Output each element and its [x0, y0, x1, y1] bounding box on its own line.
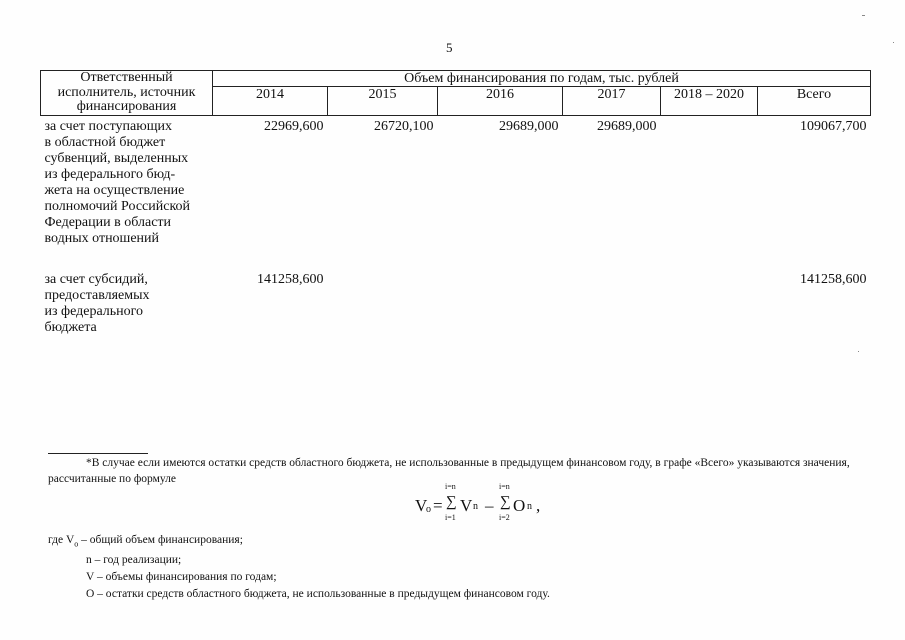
source-line: из федерального бюд- [44, 166, 176, 182]
sum2-sigma-icon: ∑ [500, 494, 511, 510]
definition-vo-rest: – общий объем финансирования; [78, 534, 243, 546]
definition-n: n – год реализации; [86, 554, 182, 567]
sum2-lower-limit: i=2 [499, 513, 510, 522]
financing-group-header: Объем финансирования по годам, тыс. рублей [213, 71, 871, 87]
formula-lhs: V [415, 496, 428, 515]
sum1-lower-limit: i=1 [445, 513, 456, 522]
value-total: 141258,600 [800, 271, 867, 287]
value-2017: 29689,000 [597, 118, 657, 134]
value-2016 [438, 267, 563, 336]
column-header-2016: 2016 [438, 87, 563, 116]
sum1-term: V [460, 496, 473, 515]
formula-equals: = [433, 496, 443, 515]
column-header-2018-2020: 2018 – 2020 [661, 87, 758, 116]
formula-trailing-comma: , [536, 496, 541, 515]
definition-v: V – объемы финансирования по годам; [86, 571, 277, 584]
financing-table [40, 70, 871, 336]
table-row-subsidies [41, 267, 871, 336]
footnote-text: *В случае если имеются остатки средств областного бюджета, не использованные в предыдущем финансовом году, в графе «Всего» указываются значения, рассчитанные по формуле [48, 457, 850, 485]
sum2-term-subscript: n [527, 501, 532, 512]
definition-vo-prefix: где V [48, 534, 75, 546]
value-2015 [328, 267, 438, 336]
source-cell [41, 267, 213, 336]
source-line: водных отношений [44, 230, 160, 246]
page-number: 5 [446, 40, 453, 55]
sum1-upper-limit: i=n [445, 482, 456, 491]
formula-lhs-subscript: о [426, 504, 431, 515]
definition-o: O – остатки средств областного бюджета, не использованные в предыдущем финансовом году. [86, 588, 550, 601]
value-2018-2020 [661, 267, 758, 336]
scan-speck [893, 42, 894, 43]
sum1-term-subscript: n [473, 501, 478, 512]
definition-vo-subscript: о [74, 539, 79, 549]
source-line: Федерации в области [44, 214, 172, 230]
scan-speck [862, 15, 865, 16]
value-2017 [563, 267, 661, 336]
source-line: из федерального [44, 303, 144, 319]
source-line: предоставляемых [44, 287, 150, 303]
table-row-subventions [41, 115, 871, 267]
source-cell [41, 115, 213, 267]
definitions [48, 532, 550, 603]
column-header-total: Всего [758, 87, 871, 116]
source-line: жета на осуществление [44, 182, 185, 198]
value-2016: 29689,000 [499, 118, 559, 134]
source-line: за счет субсидий, [44, 271, 148, 287]
value-2014: 22969,600 [264, 118, 324, 134]
value-2015: 26720,100 [374, 118, 434, 134]
value-total: 109067,700 [800, 118, 867, 134]
column-header-2015: 2015 [328, 87, 438, 116]
formula [415, 482, 575, 524]
value-2014: 141258,600 [257, 271, 324, 287]
source-line: бюджета [44, 319, 97, 335]
definition-vo [48, 532, 550, 552]
column-header-2017: 2017 [563, 87, 661, 116]
sum2-upper-limit: i=n [499, 482, 510, 491]
source-line: в областной бюджет [44, 134, 166, 150]
responsible-column-header: Ответственный исполнитель, источник финансирования [41, 71, 213, 116]
scan-speck [858, 351, 859, 352]
value-2018-2020 [661, 115, 758, 267]
source-line: за счет поступающих [44, 118, 172, 134]
column-header-2014: 2014 [213, 87, 328, 116]
source-line: полномочий Российской [44, 198, 191, 214]
sum2-term: O [513, 496, 526, 515]
sum1-sigma-icon: ∑ [446, 494, 457, 510]
source-line: субвенций, выделенных [44, 150, 189, 166]
footnote-separator [48, 453, 148, 454]
formula-minus: – [485, 496, 494, 515]
